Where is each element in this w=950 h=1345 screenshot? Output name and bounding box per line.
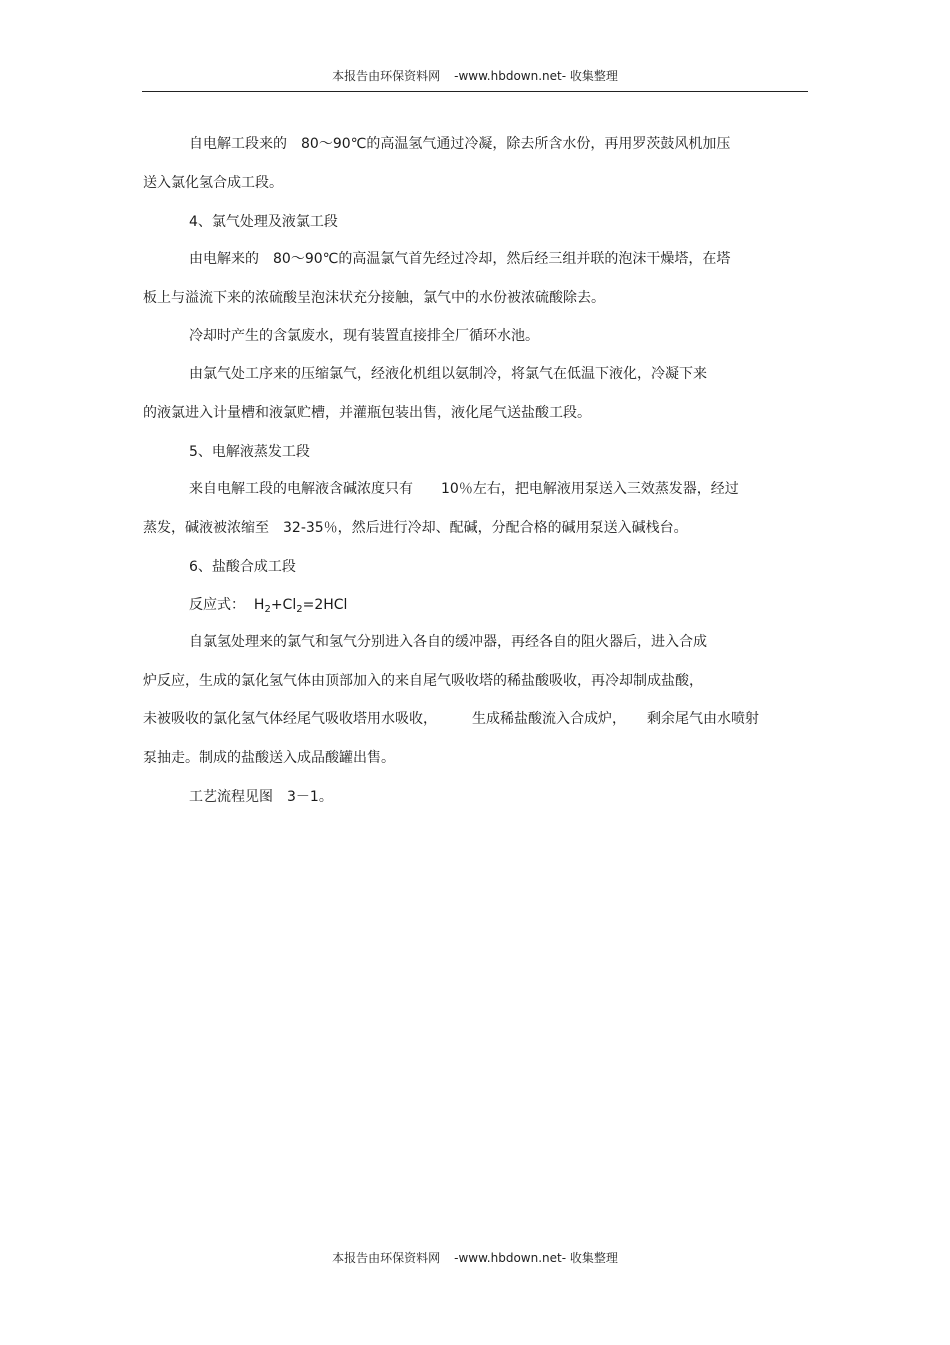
paragraph-line: 由氯气处工序来的压缩氯气，经液化机组以氨制冷，将氯气在低温下液化，冷凝下来 [189, 366, 707, 382]
section-heading: 6、盐酸合成工段 [189, 559, 296, 575]
paragraph-line: 由电解来的 80～90℃的高温氯气首先经过冷却，然后经三组并联的泡沫干燥塔，在塔 [189, 251, 731, 267]
paragraph-line: 炉反应，生成的氯化氢气体由顶部加入的来自尾气吸收塔的稀盐酸吸收，再冷却制成盐酸， [143, 673, 703, 689]
paragraph-line: 自电解工段来的 80～90℃的高温氢气通过冷凝，除去所含水份，再用罗茨鼓风机加压 [189, 136, 731, 152]
paragraph-line: 的液氯进入计量槽和液氯贮槽，并灌瓶包装出售，液化尾气送盐酸工段。 [143, 405, 591, 421]
paragraph-line: 自氯氢处理来的氯气和氢气分别进入各自的缓冲器，再经各自的阻火器后，进入合成 [189, 634, 707, 650]
footer-site-name: 本报告由环保资料网 [332, 1251, 441, 1265]
header-divider [142, 91, 808, 92]
equation-product: =2HCl [302, 597, 348, 613]
paragraph-line: 未被吸收的氯化氢气体经尾气吸收塔用水吸收， 生成稀盐酸流入合成炉， 剩余尾气由水喷射 [143, 711, 759, 727]
section-heading: 5、电解液蒸发工段 [189, 444, 310, 460]
paragraph-line: 泵抽走。制成的盐酸送入成品酸罐出售。 [143, 750, 395, 766]
page-footer [0, 1249, 950, 1266]
paragraph-line: 工艺流程见图 3－1。 [189, 789, 333, 805]
page-header [0, 67, 950, 84]
equation-chlorine: +Cl [270, 597, 297, 613]
equation-hydrogen-subscript: 2 [264, 604, 271, 615]
section-heading: 4、氯气处理及液氯工段 [189, 214, 338, 230]
paragraph-line: 冷却时产生的含氯废水，现有装置直接排全厂循环水池。 [189, 328, 539, 344]
paragraph-line: 板上与溢流下来的浓硫酸呈泡沫状充分接触，氯气中的水份被浓硫酸除去。 [143, 290, 605, 306]
header-site-name: 本报告由环保资料网 [332, 69, 441, 83]
paragraph-line: 蒸发，碱液被浓缩至 32-35％，然后进行冷却、配碱，分配合格的碱用泵送入碱栈台。 [143, 520, 688, 536]
paragraph-line: 送入氯化氢合成工段。 [143, 175, 283, 191]
footer-site-url: -www.hbdown.net- 收集整理 [454, 1251, 618, 1265]
equation-chlorine-subscript: 2 [296, 604, 303, 615]
reaction-equation [189, 596, 347, 616]
header-site-url: -www.hbdown.net- 收集整理 [454, 69, 618, 83]
equation-label: 反应式： [189, 597, 245, 613]
equation-hydrogen: H [253, 597, 265, 613]
paragraph-line: 来自电解工段的电解液含碱浓度只有 10％左右，把电解液用泵送入三效蒸发器，经过 [189, 481, 739, 497]
